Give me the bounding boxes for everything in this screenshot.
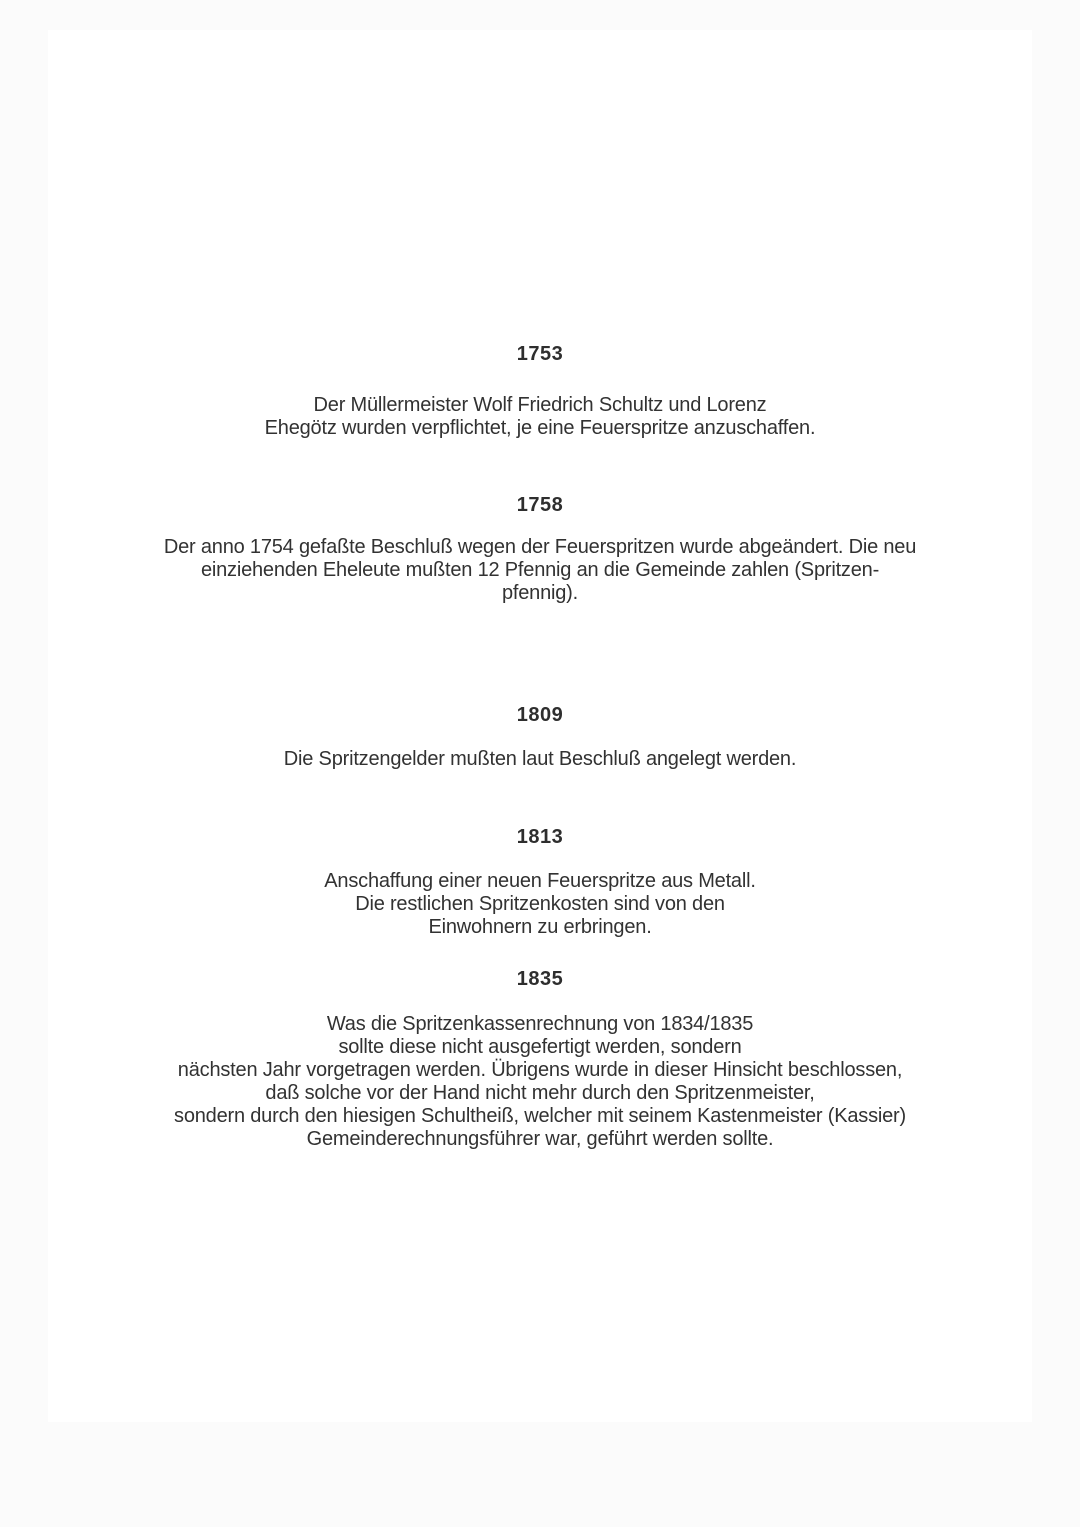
paragraph-line: Einwohnern zu erbringen. — [428, 916, 652, 938]
section-1835 — [48, 967, 1032, 1151]
section-1753 — [48, 342, 1032, 440]
section-1753-paragraph — [48, 394, 1032, 440]
paragraph-line: Der anno 1754 gefaßte Beschluß wegen der Feuerspritzen wurde abgeändert. Die neu — [163, 536, 917, 558]
paragraph-line: Gemeinderechnungsführer war, geführt werden sollte. — [306, 1128, 774, 1150]
section-1813-paragraph — [48, 870, 1032, 939]
paragraph-line: sollte diese nicht ausgefertigt werden, sondern — [338, 1036, 742, 1058]
paragraph-line: daß solche vor der Hand nicht mehr durch den Spritzenmeister, — [265, 1082, 815, 1104]
year-heading-1813: 1813 — [516, 826, 564, 848]
section-1758 — [48, 493, 1032, 605]
document-page — [48, 30, 1032, 1422]
section-1809 — [48, 703, 1032, 771]
paragraph-line: pfennig). — [501, 582, 579, 604]
year-heading-1835: 1835 — [516, 968, 564, 990]
year-heading-1758: 1758 — [516, 494, 564, 516]
section-1813 — [48, 825, 1032, 939]
paragraph-line: einziehenden Eheleute mußten 12 Pfennig an die Gemeinde zahlen (Spritzen- — [200, 559, 880, 581]
paragraph-line: sondern durch den hiesigen Schultheiß, welcher mit seinem Kastenmeister (Kassier) — [174, 1105, 906, 1127]
paragraph-line: Die Spritzengelder mußten laut Beschluß angelegt werden. — [283, 748, 797, 770]
section-1809-paragraph — [48, 748, 1032, 771]
section-1835-paragraph — [48, 1013, 1032, 1151]
paragraph-line: Was die Spritzenkassenrechnung von 1834/1835 — [326, 1013, 754, 1035]
paragraph-line: nächsten Jahr vorgetragen werden. Übrigens wurde in dieser Hinsicht beschlossen, — [177, 1059, 903, 1081]
section-1758-paragraph — [48, 536, 1032, 605]
year-heading-1809: 1809 — [516, 704, 564, 726]
paragraph-line: Ehegötz wurden verpflichtet, je eine Feuerspritze anzuschaffen. — [264, 417, 816, 439]
year-heading-1753: 1753 — [516, 343, 564, 365]
paragraph-line: Anschaffung einer neuen Feuerspritze aus Metall. — [324, 870, 756, 892]
paragraph-line: Der Müllermeister Wolf Friedrich Schultz und Lorenz — [313, 394, 767, 416]
paragraph-line: Die restlichen Spritzenkosten sind von den — [355, 893, 725, 915]
